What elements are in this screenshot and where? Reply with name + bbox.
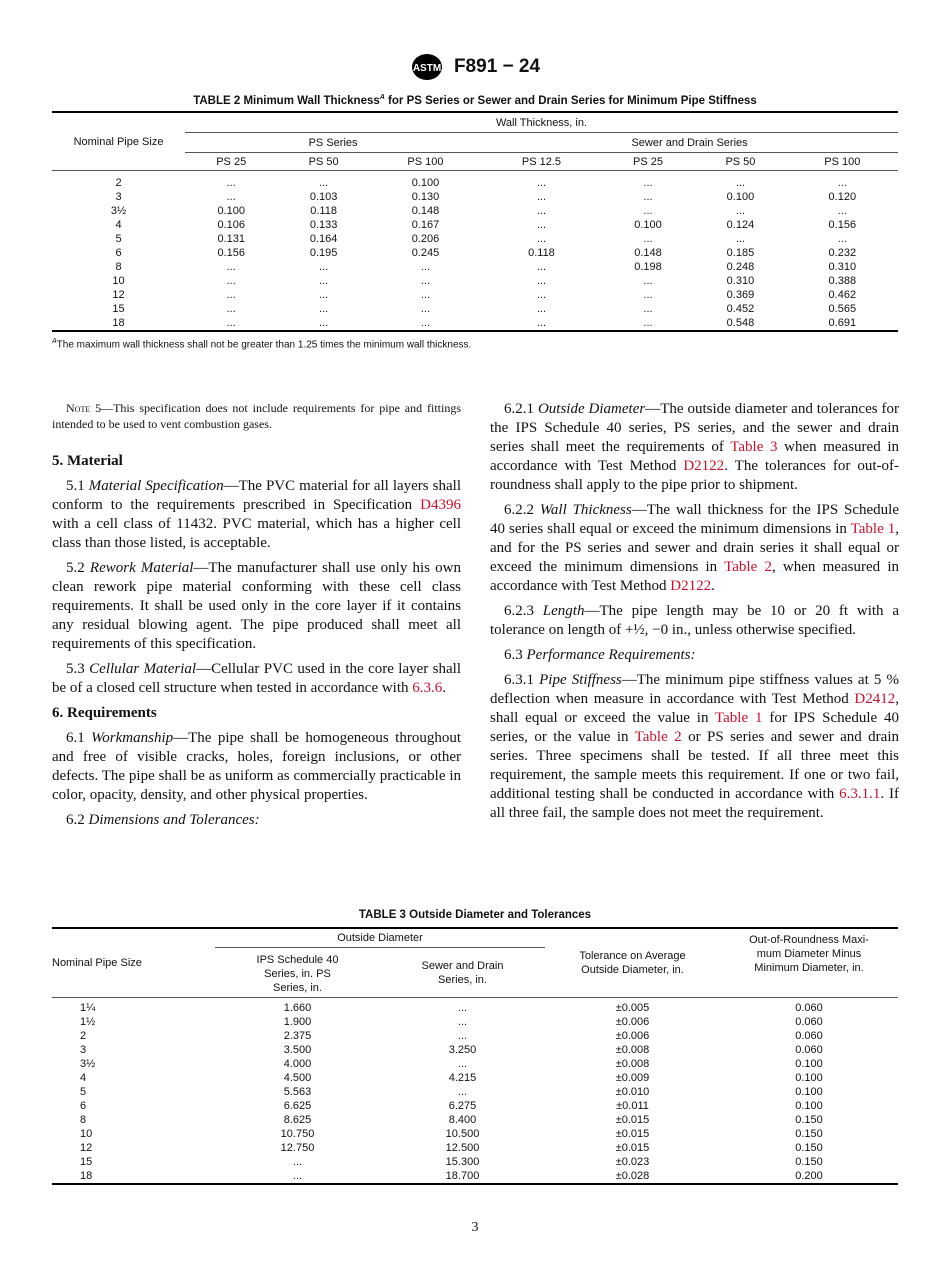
paragraph — [490, 400, 899, 495]
table-cell: 0.100 — [634, 218, 662, 231]
nominal-size-cell: 18 — [112, 316, 125, 329]
table-cell: 0.167 — [411, 218, 440, 231]
table-cell: ... — [226, 316, 236, 329]
table-row — [52, 1113, 898, 1127]
cross-reference-link[interactable]: 6.3.6 — [412, 680, 443, 696]
svg-text:ASTM: ASTM — [412, 63, 442, 74]
table-cell: ... — [292, 1170, 303, 1182]
text: —The PVC material for all layers shall conform to the requirements prescribed in Specification — [52, 478, 461, 513]
table-cell: ... — [735, 232, 745, 245]
column-header: PS 100 — [787, 152, 898, 170]
table-cell: ... — [420, 302, 431, 315]
paragraph-title: Length — [542, 603, 585, 619]
table-cell: 0.200 — [795, 1170, 823, 1182]
table-row — [52, 1169, 898, 1184]
table-cell: 0.100 — [795, 1072, 823, 1084]
table-cell: ±0.006 — [615, 1016, 650, 1028]
page-header — [0, 52, 950, 82]
text: —The outside diameter and tolerances for the IPS Schedule 40 series, PS series, and the sewer and drain series shall meet the requirements of — [490, 401, 899, 455]
table-cell: ... — [643, 288, 653, 301]
table-cell: 0.185 — [726, 246, 755, 259]
table-cell: 0.369 — [726, 288, 755, 301]
table-cell: ... — [420, 288, 431, 301]
text: —The pipe shall be homogeneous throughout and free of visible cracks, holes, foreign inclusions, or other defects. The pipe shall be as uniform as commercially practicable in color, opacity, density, and other physical properties. — [52, 730, 461, 803]
table-cell: 0.118 — [310, 204, 337, 217]
table-row — [52, 302, 898, 316]
table-cell: 8.400 — [448, 1114, 477, 1126]
table-cell: ±0.015 — [615, 1128, 650, 1140]
table-cell: ... — [735, 204, 745, 217]
left-column — [52, 400, 461, 836]
table-cell: ±0.008 — [615, 1044, 650, 1056]
nominal-size-cell: 15 — [112, 302, 125, 315]
table-cell: 0.106 — [217, 218, 245, 231]
table-cell: 0.148 — [634, 246, 662, 259]
cross-reference-link[interactable]: Table 1 — [715, 710, 763, 726]
column-header: PS 50 — [694, 152, 786, 170]
cross-reference-link[interactable]: Table 1 — [850, 521, 896, 537]
cross-reference-link[interactable]: Table 2 — [634, 729, 682, 745]
table-cell: ±0.023 — [615, 1156, 650, 1168]
table-cell: ... — [420, 260, 431, 273]
table-cell: 0.150 — [795, 1156, 823, 1168]
table-cell: ... — [643, 274, 653, 287]
table-cell: ... — [420, 274, 431, 287]
table-cell: ... — [643, 316, 653, 329]
table-row — [52, 1099, 898, 1113]
table-cell: 0.060 — [795, 1030, 823, 1042]
cross-reference-link[interactable]: D2122 — [670, 578, 712, 594]
table-cell: 0.120 — [828, 190, 857, 203]
table-cell: 0.133 — [309, 218, 338, 231]
text: 6.3.1 — [504, 672, 540, 688]
table-row — [52, 1127, 898, 1141]
column-header: PS 12.5 — [481, 152, 602, 170]
table-cell: ... — [837, 204, 847, 217]
document-id: F891 − 24 — [453, 56, 541, 77]
table-row — [52, 316, 898, 331]
table-cell: 0.452 — [726, 302, 755, 315]
nominal-size-cell: 4 — [80, 1072, 87, 1084]
nominal-size-cell: 3 — [115, 190, 122, 203]
cross-reference-link[interactable]: D4396 — [420, 497, 461, 513]
table-row — [52, 204, 898, 218]
cross-reference-link[interactable]: D2412 — [854, 691, 896, 707]
paragraph-title: Rework Material — [89, 560, 194, 576]
text: —The pipe length may be 10 or 20 ft with a tolerance on length of +½, −0 in., unless otherwise specified. — [490, 603, 899, 638]
table-cell: ... — [536, 190, 547, 203]
table-cell: 0.245 — [411, 246, 440, 259]
paragraph — [52, 477, 461, 553]
table-cell: 0.060 — [795, 1016, 823, 1028]
astm-logo-icon — [410, 52, 444, 82]
table-cell: ... — [536, 204, 547, 217]
table-cell: 0.462 — [828, 288, 857, 301]
nominal-size-cell: 8 — [80, 1114, 87, 1126]
table-3 — [52, 909, 898, 1185]
table-cell: 0.548 — [726, 316, 755, 329]
table-cell: ... — [457, 1030, 468, 1042]
table-cell: 0.148 — [411, 204, 440, 217]
table-cell: 0.100 — [795, 1058, 823, 1070]
paragraph — [52, 559, 461, 654]
nominal-size-cell: 5 — [80, 1086, 87, 1098]
text: 6.2.2 — [504, 502, 540, 518]
text: 6.2.1 — [504, 401, 538, 417]
table-2-title: TABLE 2 Minimum Wall Thickness$^A$ for PS Series or Sewer and Drain Series for Minimum Pipe Stiffness — [193, 94, 757, 107]
table-2-footnote: $^A$The maximum wall thickness shall not be greater than 1.25 times the minimum wall thickness. — [52, 337, 472, 351]
table-cell: ±0.009 — [615, 1072, 650, 1084]
nominal-size-cell: 8 — [115, 260, 122, 273]
table-cell: 0.100 — [726, 190, 755, 203]
table-cell: ... — [643, 232, 653, 245]
table-row — [52, 1015, 898, 1029]
table-row — [52, 1141, 898, 1155]
table-cell: 0.195 — [309, 246, 338, 259]
table-cell: ... — [536, 218, 547, 231]
table-cell: 0.388 — [828, 274, 857, 287]
table-row — [52, 274, 898, 288]
nominal-size-cell: 2 — [115, 176, 122, 189]
paragraph — [490, 671, 899, 823]
paragraph — [52, 660, 461, 698]
cross-reference-link[interactable]: Table 2 — [724, 559, 772, 575]
table-cell: 0.130 — [411, 190, 440, 203]
table-cell: 15.300 — [445, 1156, 480, 1168]
table-cell: 0.131 — [217, 232, 245, 245]
table-cell: ... — [226, 190, 236, 203]
nominal-size-cell: 5 — [115, 232, 122, 245]
table-cell: 0.100 — [217, 204, 245, 217]
table-cell: 5.563 — [283, 1086, 312, 1098]
table-cell: ... — [319, 288, 329, 301]
right-column — [490, 400, 899, 829]
table-cell: ... — [319, 176, 329, 189]
paragraph-title: Cellular Material — [89, 661, 197, 677]
table-cell: ... — [319, 316, 329, 329]
sewer-drain-header: Sewer and Drain Series, in. — [380, 948, 545, 998]
table-cell: 0.150 — [795, 1128, 823, 1140]
table-row — [52, 246, 898, 260]
table-cell: 0.060 — [795, 1044, 823, 1056]
paragraph-title: Outside Diameter — [537, 401, 646, 417]
table-cell: 12.500 — [445, 1142, 480, 1154]
table-cell: ... — [536, 176, 547, 189]
outside-diameter-header: Outside Diameter — [215, 928, 545, 948]
table-cell: 3.250 — [448, 1044, 477, 1056]
table-cell: ... — [457, 1002, 468, 1014]
table-row — [52, 190, 898, 204]
table-cell: 0.118 — [528, 246, 555, 259]
paragraph-title: Wall Thickness — [539, 502, 632, 518]
nominal-size-cell: 6 — [115, 246, 122, 259]
nominal-size-cell: 12 — [112, 288, 125, 301]
table-cell: ... — [457, 1016, 468, 1028]
table-cell: ... — [226, 260, 236, 273]
text: , shall equal or exceed the value in — [490, 691, 899, 726]
table-cell: 8.625 — [283, 1114, 312, 1126]
paragraph-title: Dimensions and Tolerances: — [88, 812, 260, 828]
text: , when measured in accordance with Test Method — [490, 559, 899, 594]
table-cell: ±0.008 — [615, 1058, 650, 1070]
table-cell: 12.750 — [280, 1142, 315, 1154]
paragraph — [490, 646, 899, 665]
nominal-size-cell: 3½ — [110, 204, 127, 217]
text: 5.3 — [66, 661, 90, 677]
nominal-size-cell: 10 — [80, 1128, 93, 1140]
table-cell: ... — [457, 1058, 468, 1070]
table-cell: ... — [536, 316, 547, 329]
table-cell: ... — [226, 302, 236, 315]
table-cell: 18.700 — [445, 1170, 480, 1182]
table-cell: ... — [420, 316, 431, 329]
table-cell: ... — [226, 176, 236, 189]
table-row — [52, 1057, 898, 1071]
table-cell: ... — [319, 302, 329, 315]
ips-schedule-40-header: IPS Schedule 40 Series, in. PS Series, in. — [215, 948, 380, 998]
nominal-size-cell: 2 — [80, 1030, 87, 1042]
table-cell: 0.150 — [795, 1114, 823, 1126]
cross-reference-link[interactable]: Table 3 — [730, 439, 778, 455]
paragraph-title: Pipe Stiffness — [539, 672, 622, 688]
column-header: PS 25 — [602, 152, 694, 170]
nominal-size-cell: 4 — [115, 218, 122, 231]
table-row — [52, 1071, 898, 1085]
table-cell: 4.500 — [283, 1072, 312, 1084]
nominal-size-cell: 3 — [80, 1044, 87, 1056]
table-cell: ... — [457, 1086, 468, 1098]
nominal-size-cell: 1¼ — [80, 1002, 96, 1014]
table-row — [52, 1043, 898, 1057]
cross-reference-link[interactable]: D2122 — [683, 458, 725, 474]
table-cell: ... — [643, 204, 653, 217]
paragraph-title: Workmanship — [91, 730, 174, 746]
table-cell: ±0.028 — [615, 1170, 650, 1182]
table-row — [52, 232, 898, 246]
out-of-roundness-header: Out-of-Roundness Maxi- mum Diameter Minus Minimum Diameter, in. — [720, 928, 898, 998]
table-cell: 4.215 — [448, 1072, 477, 1084]
paragraph-title: Material Specification — [88, 478, 224, 494]
text: —The minimum pipe stiffness values at 5 % deflection when measure in accordance with Test Method — [490, 672, 900, 707]
table-row — [52, 288, 898, 302]
text: 5.2 — [66, 560, 90, 576]
table-cell: ... — [837, 232, 847, 245]
text: Note — [66, 401, 91, 415]
text: or PS series and sewer and drain series. Three specimens shall be tested. If all three meet this requirement, the sample meets this requirement. If one or two fail, additional testing shall be conducted in accordance with — [490, 729, 899, 802]
table-cell: 0.310 — [828, 260, 857, 273]
table-cell: 0.100 — [795, 1100, 823, 1112]
table-cell: ... — [643, 176, 653, 189]
text: for IPS Schedule 40 series, or the value in — [490, 710, 899, 745]
paragraph — [490, 602, 899, 640]
table-cell: ... — [536, 288, 547, 301]
nominal-size-cell: 1½ — [80, 1016, 96, 1028]
page-number: 3 — [471, 1220, 479, 1235]
table-cell: ... — [536, 232, 547, 245]
paragraph — [490, 501, 899, 596]
table-cell: 1.660 — [283, 1002, 312, 1014]
section-heading — [52, 452, 461, 471]
table-cell: ±0.011 — [616, 1100, 649, 1112]
table-cell: ... — [643, 190, 653, 203]
table-cell: 6.625 — [283, 1100, 312, 1112]
text: —The manufacturer shall use only his own clean rework pipe material conforming with these cell class requirements. It shall be used only in the core layer if it contains any residual blowing agent. The pipe produced shall meet all requirements of this specification. — [52, 560, 461, 652]
table-cell: 0.100 — [795, 1086, 823, 1098]
nominal-pipe-size-header: Nominal Pipe Size — [52, 928, 215, 998]
table-cell: 0.565 — [828, 302, 857, 315]
table-cell: 10.500 — [445, 1128, 480, 1140]
table-cell: ... — [319, 274, 329, 287]
table-row — [52, 218, 898, 232]
text: 6.2 — [66, 812, 89, 828]
table-cell: 0.060 — [795, 1002, 823, 1014]
table-3-title: TABLE 3 Outside Diameter and Tolerances — [358, 909, 592, 921]
text: —The wall thickness for the IPS Schedule 40 series shall equal or exceed the minimum dimensions in — [490, 502, 899, 537]
table-row — [52, 1155, 898, 1169]
table-cell: 0.156 — [828, 218, 857, 231]
section-heading — [52, 704, 461, 723]
table-cell: ... — [226, 288, 236, 301]
table-cell: ... — [837, 176, 847, 189]
table-cell: 0.310 — [726, 274, 755, 287]
nominal-size-cell: 3½ — [80, 1058, 96, 1070]
text: 6. Requirements — [52, 705, 157, 721]
nominal-size-cell: 10 — [112, 274, 125, 287]
table-row — [52, 1029, 898, 1043]
table-cell: ... — [226, 274, 236, 287]
table-cell: 1.900 — [283, 1016, 312, 1028]
text: —Cellular PVC used in the core layer shall be of a closed cell structure when tested in accordance with — [52, 661, 461, 696]
table-cell: ±0.015 — [615, 1142, 650, 1154]
text: . If all three fail, the sample does not meet the requirement. — [490, 786, 900, 821]
text: 6.2.3 — [504, 603, 543, 619]
paragraph — [52, 811, 461, 830]
table-cell: 0.248 — [726, 260, 755, 273]
table-cell: 0.124 — [726, 218, 755, 231]
table-2 — [52, 94, 898, 350]
table-cell: 0.691 — [828, 316, 857, 329]
nominal-size-cell: 12 — [80, 1142, 93, 1154]
text: . — [711, 578, 715, 594]
table-cell: ... — [643, 302, 653, 315]
ps-series-header: PS Series — [185, 132, 481, 152]
column-header: PS 100 — [370, 152, 481, 170]
table-cell: 0.150 — [795, 1142, 823, 1154]
note — [52, 400, 461, 432]
column-header: PS 25 — [185, 152, 277, 170]
column-header: PS 50 — [277, 152, 369, 170]
table-cell: 0.156 — [217, 246, 245, 259]
table-cell: 10.750 — [280, 1128, 315, 1140]
tolerance-header: Tolerance on Average Outside Diameter, in. — [545, 928, 720, 998]
table-cell: ±0.006 — [615, 1030, 650, 1042]
table-cell: ... — [292, 1156, 303, 1168]
wall-thickness-header: Wall Thickness, in. — [185, 112, 898, 133]
table-row — [52, 1085, 898, 1099]
table-cell: ±0.010 — [615, 1086, 650, 1098]
text: 5—This specification does not include requirements for pipe and fittings intended to be used to vent combustion gases. — [52, 401, 461, 431]
text: . The tolerances for out-of-roundness shall apply to the pipe prior to shipment. — [490, 458, 899, 493]
table-cell: 3.500 — [283, 1044, 312, 1056]
table-cell: ±0.015 — [615, 1114, 650, 1126]
table-cell: ... — [536, 302, 547, 315]
nominal-size-cell: 6 — [80, 1100, 87, 1112]
text: 5.1 — [66, 478, 89, 494]
sewer-drain-series-header: Sewer and Drain Series — [481, 132, 898, 152]
table-cell: 0.100 — [411, 176, 440, 189]
text: 5. Material — [52, 453, 123, 469]
table-cell: 4.000 — [283, 1058, 312, 1070]
table-cell: 0.232 — [828, 246, 857, 259]
table-cell: 0.206 — [411, 232, 440, 245]
table-cell: ... — [536, 274, 547, 287]
text: . — [442, 680, 447, 696]
table-cell: ... — [735, 176, 745, 189]
nominal-size-cell: 18 — [80, 1170, 93, 1182]
text: 6.3 — [504, 647, 527, 663]
table-cell: 6.275 — [448, 1100, 477, 1112]
table-cell: 0.164 — [309, 232, 338, 245]
text: 6.1 — [66, 730, 92, 746]
nominal-pipe-size-header: Nominal Pipe Size — [52, 112, 185, 171]
table-row — [52, 998, 898, 1016]
table-cell: 2.375 — [283, 1030, 312, 1042]
nominal-size-cell: 15 — [80, 1156, 93, 1168]
text: when measured in accordance with Test Method — [490, 439, 899, 474]
table-cell: 0.198 — [634, 260, 662, 273]
table-cell: ... — [319, 260, 329, 273]
table-row — [52, 170, 898, 190]
paragraph — [52, 729, 461, 805]
text: with a cell class of 11432. PVC material, which has a higher cell class than those listed, is acceptable. — [52, 516, 461, 551]
table-row — [52, 260, 898, 274]
cross-reference-link[interactable]: 6.3.1.1 — [839, 786, 881, 802]
table-cell: ±0.005 — [615, 1002, 650, 1014]
paragraph-title: Performance Requirements: — [526, 647, 696, 663]
text: , and for the PS series and sewer and drain series it shall equal or exceed the minimum dimensions in — [490, 521, 899, 575]
table-cell: 0.103 — [309, 190, 338, 203]
table-cell: ... — [536, 260, 547, 273]
